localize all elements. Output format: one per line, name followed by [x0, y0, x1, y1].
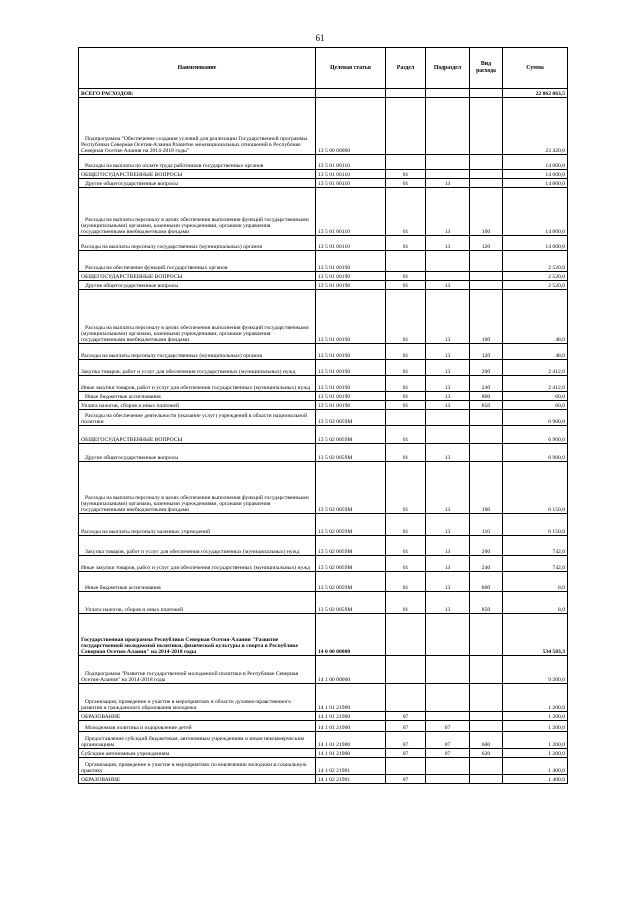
cell-section: 01: [386, 179, 426, 188]
cell-name: Расходы на выплаты персоналу казенных учреждений: [79, 514, 316, 536]
cell-name: ОБЩЕГОСУДАРСТВЕННЫЕ ВОПРОСЫ: [79, 426, 316, 444]
cell-target-article: 13 5 01 00190: [316, 281, 386, 290]
table-row: [79, 392, 568, 401]
cell-target-article: 14 1 01 21900: [316, 712, 386, 721]
cell-section: 01: [386, 360, 426, 376]
cell-section: [386, 684, 426, 712]
cell-sum: 9 200,0: [503, 656, 568, 684]
cell-section: 07: [386, 721, 426, 732]
cell-subsection: 13: [426, 344, 470, 360]
cell-section: 01: [386, 290, 426, 344]
cell-sum: 60,0: [503, 392, 568, 401]
cell-subsection: 13: [426, 536, 470, 556]
cell-subsection: 07: [426, 721, 470, 732]
cell-section: 01: [386, 556, 426, 572]
cell-subsection: [426, 758, 470, 775]
table-row: [79, 426, 568, 444]
header-expense-type: Вид расхода: [470, 48, 503, 89]
cell-sum: 6 150,0: [503, 462, 568, 514]
cell-expense-type: [470, 410, 503, 426]
cell-subsection: [426, 170, 470, 179]
cell-expense-type: 620: [470, 749, 503, 758]
cell-target-article: 13 5 02 0059М: [316, 462, 386, 514]
cell-subsection: [426, 712, 470, 721]
cell-sum: 742,0: [503, 536, 568, 556]
cell-name: Расходы на выплаты персоналу государственных (муниципальных) органов: [79, 344, 316, 360]
cell-name: Расходы на выплаты персоналу в целях обеспечения выполнения функций государственными (муниципальными) органами, казенными учреждениями, органами управления государственными внебюджетными фондами: [79, 188, 316, 236]
table-row: [79, 758, 568, 775]
table-row: [79, 656, 568, 684]
cell-target-article: 13 5 02 0059М: [316, 556, 386, 572]
cell-name: ОБЩЕГОСУДАРСТВЕННЫЕ ВОПРОСЫ: [79, 272, 316, 281]
cell-target-article: 14 1 01 21900: [316, 684, 386, 712]
cell-target-article: 14 1 02 21901: [316, 758, 386, 775]
cell-subsection: 13: [426, 392, 470, 401]
cell-target-article: 14 1 01 21900: [316, 732, 386, 749]
cell-sum: 742,0: [503, 556, 568, 572]
cell-subsection: [426, 775, 470, 784]
cell-subsection: 13: [426, 556, 470, 572]
cell-name: ОБЩЕГОСУДАРСТВЕННЫЕ ВОПРОСЫ: [79, 170, 316, 179]
cell-target-article: 13 5 01 00110: [316, 179, 386, 188]
cell-target-article: 13 5 01 00110: [316, 236, 386, 251]
cell-sum: 8,0: [503, 592, 568, 614]
cell-subsection: [426, 272, 470, 281]
cell-sum: 14 000,0: [503, 179, 568, 188]
table-row: [79, 272, 568, 281]
table-row: [79, 514, 568, 536]
cell-section: 01: [386, 170, 426, 179]
cell-name: Иные бюджетные ассигнования: [79, 392, 316, 401]
table-row: [79, 592, 568, 614]
cell-expense-type: 600: [470, 732, 503, 749]
cell-target-article: 13 5 01 00190: [316, 376, 386, 392]
table-row: [79, 732, 568, 749]
cell-expense-type: 100: [470, 462, 503, 514]
header-subsection: Подраздел: [426, 48, 470, 89]
cell-subsection: 13: [426, 188, 470, 236]
cell-sum: 2 520,0: [503, 251, 568, 272]
cell-expense-type: [470, 89, 503, 98]
cell-section: [386, 410, 426, 426]
cell-sum: 6 900,0: [503, 444, 568, 462]
cell-expense-type: 800: [470, 392, 503, 401]
cell-subsection: 07: [426, 732, 470, 749]
table-header-row: [79, 48, 568, 89]
cell-name: Расходы на обеспечение деятельности (оказание услуг) учреждений в области национальной политики: [79, 410, 316, 426]
cell-subsection: [426, 251, 470, 272]
cell-target-article: 13 5 01 00190: [316, 344, 386, 360]
cell-name: Предоставление субсидий бюджетным, автономным учреждениям и иным некоммерческим организациям: [79, 732, 316, 749]
cell-target-article: 13 5 01 00110: [316, 188, 386, 236]
cell-section: [386, 155, 426, 170]
cell-sum: 60,0: [503, 401, 568, 410]
table-row: [79, 556, 568, 572]
cell-section: 07: [386, 732, 426, 749]
cell-section: 01: [386, 188, 426, 236]
table-row: [79, 684, 568, 712]
cell-subsection: 13: [426, 514, 470, 536]
cell-target-article: 13 5 01 00190: [316, 401, 386, 410]
cell-section: 01: [386, 572, 426, 592]
cell-section: 01: [386, 392, 426, 401]
cell-sum: 22 062 063,5: [503, 89, 568, 98]
cell-section: 01: [386, 536, 426, 556]
cell-expense-type: 100: [470, 188, 503, 236]
cell-target-article: 14 0 00 00000: [316, 614, 386, 656]
table-row: [79, 614, 568, 656]
cell-section: [386, 758, 426, 775]
cell-section: 01: [386, 272, 426, 281]
cell-target-article: 13 5 01 00190: [316, 392, 386, 401]
cell-subsection: 13: [426, 281, 470, 290]
cell-target-article: 14 1 00 00000: [316, 656, 386, 684]
cell-target-article: [316, 89, 386, 98]
cell-name: Расходы на обеспечение функций государственных органов: [79, 251, 316, 272]
table-row: [79, 775, 568, 784]
cell-sum: 2 412,0: [503, 376, 568, 392]
cell-subsection: [426, 684, 470, 712]
cell-name: Иные закупки товаров, работ и услуг для обеспечения государственных (муниципальных) нужд: [79, 556, 316, 572]
cell-target-article: 13 5 01 00190: [316, 272, 386, 281]
table-row: [79, 536, 568, 556]
cell-expense-type: [470, 155, 503, 170]
cell-target-article: 14 1 01 21900: [316, 721, 386, 732]
cell-section: 01: [386, 344, 426, 360]
cell-expense-type: 800: [470, 572, 503, 592]
cell-name: Другие общегосударственные вопросы: [79, 179, 316, 188]
cell-target-article: 13 5 01 00190: [316, 290, 386, 344]
cell-sum: 1 200,0: [503, 732, 568, 749]
table-row: [79, 179, 568, 188]
cell-subsection: [426, 410, 470, 426]
cell-subsection: 13: [426, 236, 470, 251]
cell-expense-type: 100: [470, 290, 503, 344]
cell-sum: 48,0: [503, 344, 568, 360]
cell-section: 01: [386, 444, 426, 462]
cell-expense-type: 200: [470, 536, 503, 556]
cell-subsection: [426, 155, 470, 170]
cell-subsection: 07: [426, 749, 470, 758]
cell-target-article: 13 5 01 00190: [316, 360, 386, 376]
cell-section: [386, 614, 426, 656]
cell-sum: 14 000,0: [503, 188, 568, 236]
cell-target-article: 13 5 00 00000: [316, 98, 386, 155]
cell-sum: 48,0: [503, 290, 568, 344]
cell-subsection: 13: [426, 401, 470, 410]
header-name: Наименование: [79, 48, 316, 89]
table-row: [79, 290, 568, 344]
cell-sum: 6 900,0: [503, 426, 568, 444]
table-row: [79, 572, 568, 592]
cell-subsection: 13: [426, 572, 470, 592]
table-row: [79, 749, 568, 758]
cell-target-article: 13 5 02 0059М: [316, 426, 386, 444]
cell-target-article: 13 5 01 00110: [316, 155, 386, 170]
table-row: [79, 376, 568, 392]
cell-section: 01: [386, 462, 426, 514]
cell-expense-type: [470, 170, 503, 179]
cell-subsection: [426, 89, 470, 98]
table-row: [79, 236, 568, 251]
cell-section: 01: [386, 376, 426, 392]
cell-sum: 6 150,0: [503, 514, 568, 536]
cell-target-article: 13 5 02 0059М: [316, 592, 386, 614]
cell-subsection: [426, 426, 470, 444]
cell-subsection: 13: [426, 360, 470, 376]
table-row: [79, 188, 568, 236]
page-number: 61: [315, 33, 325, 43]
cell-subsection: 13: [426, 462, 470, 514]
cell-section: 07: [386, 749, 426, 758]
table-row: [79, 721, 568, 732]
cell-name: ОБРАЗОВАНИЕ: [79, 775, 316, 784]
cell-name: Организация, проведение и участие в мероприятиях по вовлечению молодежи в социальную практику: [79, 758, 316, 775]
cell-expense-type: [470, 251, 503, 272]
budget-table: [78, 47, 568, 784]
cell-name: Уплата налогов, сборов и иных платежей: [79, 401, 316, 410]
cell-sum: 6 900,0: [503, 410, 568, 426]
cell-section: 01: [386, 592, 426, 614]
table-row: [79, 89, 568, 98]
cell-expense-type: 850: [470, 401, 503, 410]
cell-target-article: 14 1 02 21901: [316, 775, 386, 784]
cell-name: Субсидии автономным учреждениям: [79, 749, 316, 758]
cell-target-article: 13 5 02 0059М: [316, 572, 386, 592]
cell-name: Молодежная политика и оздоровление детей: [79, 721, 316, 732]
cell-target-article: 13 5 02 0059М: [316, 444, 386, 462]
table-row: [79, 281, 568, 290]
cell-section: [386, 98, 426, 155]
cell-subsection: 13: [426, 376, 470, 392]
cell-name: Другие общегосударственные вопросы: [79, 281, 316, 290]
cell-name: Подпрограмма "Развитие государственной молодежной политики в Республике Северная Осетия-Алания" на 2014-2018 годы: [79, 656, 316, 684]
cell-expense-type: [470, 179, 503, 188]
cell-section: 01: [386, 426, 426, 444]
cell-section: [386, 656, 426, 684]
cell-subsection: 13: [426, 179, 470, 188]
table-row: [79, 98, 568, 155]
cell-expense-type: 120: [470, 236, 503, 251]
cell-expense-type: [470, 281, 503, 290]
cell-name: Расходы на выплаты по оплате труда работников государственных органов: [79, 155, 316, 170]
cell-name: Подпрограмма "Обеспечение создания условий для реализации Государственной программы Республики Северная Осетия-Алания Развитие межнациональных отношений в Республике Северная Осетия-Алания на 2014-2018 годы": [79, 98, 316, 155]
cell-subsection: 13: [426, 592, 470, 614]
cell-expense-type: [470, 614, 503, 656]
table-row: [79, 251, 568, 272]
cell-sum: 2 412,0: [503, 360, 568, 376]
cell-sum: 534 583,3: [503, 614, 568, 656]
cell-name: Другие общегосударственные вопросы: [79, 444, 316, 462]
cell-target-article: 14 1 01 21900: [316, 749, 386, 758]
cell-section: 01: [386, 236, 426, 251]
cell-section: 07: [386, 775, 426, 784]
cell-sum: 1 200,0: [503, 684, 568, 712]
cell-sum: 8,0: [503, 572, 568, 592]
cell-name: ВСЕГО РАСХОДОВ:: [79, 89, 316, 98]
cell-name: Расходы на выплаты персоналу государственных (муниципальных) органов: [79, 236, 316, 251]
cell-expense-type: 850: [470, 592, 503, 614]
cell-subsection: [426, 614, 470, 656]
cell-expense-type: [470, 775, 503, 784]
cell-name: Закупка товаров, работ и услуг для обеспечения государственных (муниципальных) нужд: [79, 360, 316, 376]
cell-expense-type: [470, 758, 503, 775]
cell-expense-type: 200: [470, 360, 503, 376]
cell-sum: 1 400,0: [503, 775, 568, 784]
table-row: [79, 170, 568, 179]
table-row: [79, 360, 568, 376]
header-sum: Сумма: [503, 48, 568, 89]
cell-expense-type: 240: [470, 556, 503, 572]
table-row: [79, 462, 568, 514]
cell-subsection: [426, 98, 470, 155]
cell-target-article: 13 5 01 00190: [316, 251, 386, 272]
cell-name: Государственная программа Республики Северная Осетия-Алания "Развитие государственной молодежной политики, физической культуры и спорта в Республике Северная Осетия-Алания" на 2014-2018 годы: [79, 614, 316, 656]
cell-name: Организация, проведение и участие в мероприятиях в области духовно-нравственного развития и гражданского образования молодежи: [79, 684, 316, 712]
cell-expense-type: [470, 98, 503, 155]
cell-expense-type: 120: [470, 344, 503, 360]
cell-section: 07: [386, 712, 426, 721]
table-body: [79, 89, 568, 784]
cell-expense-type: [470, 656, 503, 684]
cell-target-article: 13 5 02 0059М: [316, 514, 386, 536]
table-row: [79, 155, 568, 170]
table-row: [79, 712, 568, 721]
cell-expense-type: [470, 721, 503, 732]
cell-name: Уплата налогов, сборов и иных платежей: [79, 592, 316, 614]
cell-section: [386, 251, 426, 272]
cell-sum: 14 000,0: [503, 236, 568, 251]
cell-expense-type: [470, 684, 503, 712]
cell-sum: 1 200,0: [503, 749, 568, 758]
cell-sum: 2 520,0: [503, 272, 568, 281]
cell-subsection: 13: [426, 444, 470, 462]
cell-name: Иные закупки товаров, работ и услуг для обеспечения государственных (муниципальных) нужд: [79, 376, 316, 392]
cell-sum: 14 000,0: [503, 170, 568, 179]
cell-subsection: [426, 656, 470, 684]
header-section: Раздел: [386, 48, 426, 89]
table-row: [79, 444, 568, 462]
cell-expense-type: [470, 712, 503, 721]
cell-expense-type: [470, 444, 503, 462]
cell-expense-type: 110: [470, 514, 503, 536]
cell-name: ОБРАЗОВАНИЕ: [79, 712, 316, 721]
cell-name: Расходы на выплаты персоналу в целях обеспечения выполнения функций государственными (муниципальными) органами, казенными учреждениями, органами управления государственными внебюджетными фондами: [79, 290, 316, 344]
cell-subsection: 13: [426, 290, 470, 344]
cell-expense-type: 240: [470, 376, 503, 392]
table-row: [79, 410, 568, 426]
table-row: [79, 344, 568, 360]
cell-section: 01: [386, 281, 426, 290]
cell-section: 01: [386, 401, 426, 410]
cell-section: 01: [386, 514, 426, 536]
cell-target-article: 13 5 02 0059М: [316, 410, 386, 426]
cell-section: [386, 89, 426, 98]
cell-sum: 1 200,0: [503, 721, 568, 732]
table-row: [79, 401, 568, 410]
cell-target-article: 13 5 01 00110: [316, 170, 386, 179]
cell-sum: 2 520,0: [503, 281, 568, 290]
cell-target-article: 13 5 02 0059М: [316, 536, 386, 556]
cell-sum: 1 400,0: [503, 758, 568, 775]
cell-name: Расходы на выплаты персоналу в целях обеспечения выполнения функций государственными (муниципальными) органами, казенными учреждениями, органами управления государственными внебюджетными фондами: [79, 462, 316, 514]
cell-expense-type: [470, 426, 503, 444]
cell-sum: 23 420,0: [503, 98, 568, 155]
header-target-article: Целевая статья: [316, 48, 386, 89]
cell-name: Закупка товаров, работ и услуг для обеспечения государственных (муниципальных) нужд: [79, 536, 316, 556]
cell-sum: 14 000,0: [503, 155, 568, 170]
cell-sum: 1 200,0: [503, 712, 568, 721]
cell-name: Иные бюджетные ассигнования: [79, 572, 316, 592]
cell-expense-type: [470, 272, 503, 281]
